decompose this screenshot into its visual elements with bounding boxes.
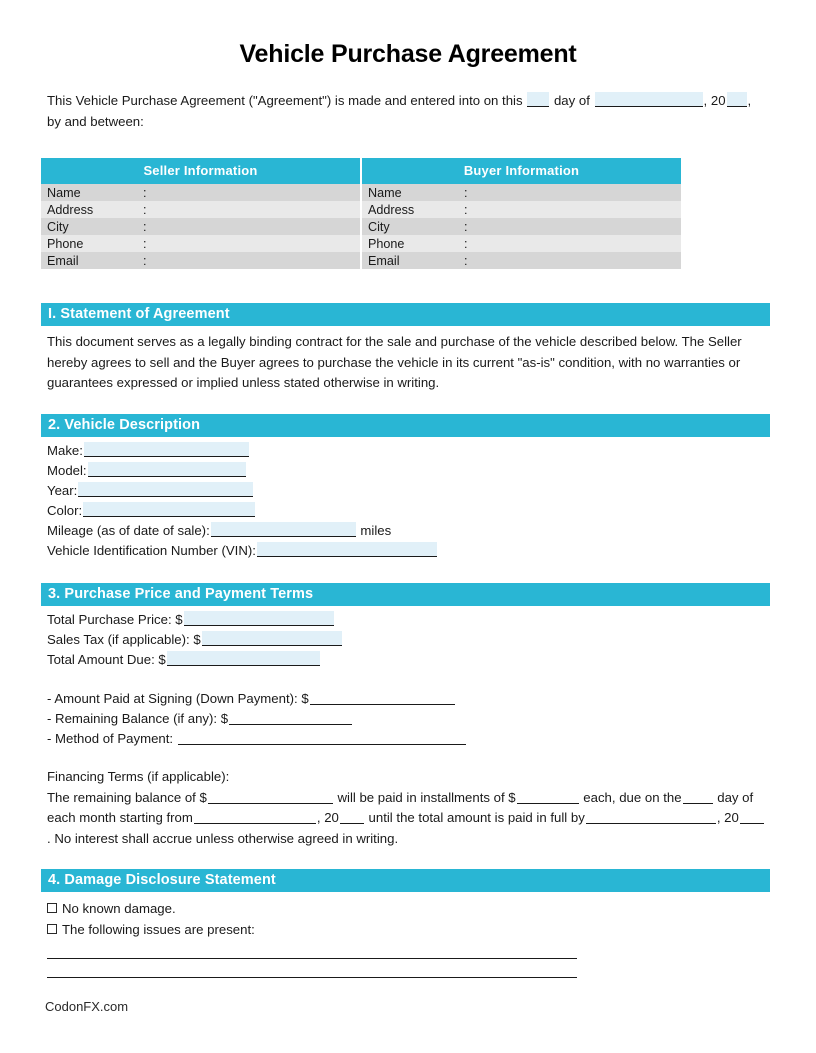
- make-input-field[interactable]: [84, 442, 249, 457]
- financing-payoff-year-input-field[interactable]: [740, 809, 764, 824]
- sales-tax-input-field[interactable]: [202, 631, 342, 646]
- seller-name-colon: :: [143, 185, 147, 200]
- table-row: [362, 201, 681, 218]
- seller-email-colon: :: [143, 253, 147, 268]
- buyer-city-colon: :: [464, 219, 468, 234]
- seller-name-label: Name: [47, 185, 81, 200]
- section-4-heading: 4. Damage Disclosure Statement: [41, 869, 770, 892]
- model-label: Model:: [47, 463, 87, 478]
- buyer-address-colon: :: [464, 202, 468, 217]
- table-row: [41, 201, 360, 218]
- total-due-input-field[interactable]: [167, 651, 320, 666]
- seller-address-colon: :: [143, 202, 147, 217]
- color-label: Color:: [47, 503, 83, 518]
- intro-text-part4: ,: [747, 93, 752, 108]
- seller-info-column: [41, 158, 360, 269]
- section-1-heading: I. Statement of Agreement: [41, 303, 770, 326]
- payment-detail-fields: [47, 689, 467, 749]
- year-field-row: [47, 481, 438, 501]
- vehicle-description-fields: [47, 441, 438, 561]
- intro-text-part5: by and between:: [47, 114, 144, 129]
- sales-tax-label: Sales Tax (if applicable): $: [47, 632, 201, 647]
- financing-text-p6: until the total amount is paid in full by: [368, 810, 585, 825]
- checkbox-icon[interactable]: [47, 924, 57, 934]
- table-row: [362, 235, 681, 252]
- table-row: [362, 184, 681, 201]
- no-damage-option-row[interactable]: [47, 898, 577, 919]
- installment-amount-input-field[interactable]: [517, 789, 579, 804]
- make-field-row: [47, 441, 438, 461]
- day-blank-field[interactable]: [527, 92, 549, 107]
- table-row: [41, 184, 360, 201]
- intro-text-part2: day of: [553, 93, 590, 108]
- damage-disclosure-options: [47, 898, 577, 978]
- seller-email-label: Email: [47, 253, 79, 268]
- buyer-city-label: City: [368, 219, 390, 234]
- buyer-info-header: Buyer Information: [362, 158, 681, 184]
- total-price-label: Total Purchase Price: $: [47, 612, 183, 627]
- financing-text-p9: . No interest shall accrue unless otherwise agreed in writing.: [47, 830, 399, 846]
- financing-text-p4: day of each month starting from: [47, 789, 754, 825]
- seller-address-label: Address: [47, 202, 94, 217]
- vin-label: Vehicle Identification Number (VIN):: [47, 543, 256, 558]
- down-payment-label: - Amount Paid at Signing (Down Payment): $: [47, 691, 309, 706]
- remaining-balance-input-field[interactable]: [229, 710, 352, 725]
- mileage-input-field[interactable]: [211, 522, 356, 537]
- financing-start-month-input-field[interactable]: [194, 809, 316, 824]
- method-of-payment-input-field[interactable]: [178, 730, 466, 745]
- financing-payoff-month-input-field[interactable]: [586, 809, 716, 824]
- installment-day-input-field[interactable]: [683, 789, 713, 804]
- section-1-body: This document serves as a legally binding contract for the sale and purchase of the vehicle described below. The Seller hereby agrees to sell and the Buyer agrees to purchase the vehicle in its current "as-is" condition, with no warranties or guarantees expressed or implied unless stated otherwise in writing.: [47, 334, 742, 390]
- total-price-row: [47, 610, 343, 630]
- color-input-field[interactable]: [83, 502, 255, 517]
- year-input-field[interactable]: [78, 482, 253, 497]
- vin-input-field[interactable]: [257, 542, 437, 557]
- financing-text-p2: will be paid in installments of $: [337, 789, 516, 805]
- intro-text-part3: , 20: [703, 93, 726, 108]
- damage-description-line-2[interactable]: [47, 977, 577, 978]
- total-due-row: [47, 650, 343, 670]
- buyer-name-colon: :: [464, 185, 468, 200]
- remaining-balance-row: [47, 709, 467, 729]
- footer-brand: CodonFX.com: [45, 999, 129, 1014]
- down-payment-input-field[interactable]: [310, 690, 455, 705]
- purchase-price-fields: [47, 610, 343, 670]
- table-row: [362, 218, 681, 235]
- section-3-heading: 3. Purchase Price and Payment Terms: [41, 583, 770, 606]
- seller-phone-label: Phone: [47, 236, 84, 251]
- year-blank-field[interactable]: [727, 92, 747, 107]
- financing-start-year-input-field[interactable]: [340, 809, 364, 824]
- buyer-name-label: Name: [368, 185, 402, 200]
- table-row: [362, 252, 681, 269]
- table-row: [41, 235, 360, 252]
- issues-present-option-label: The following issues are present:: [62, 922, 255, 937]
- sales-tax-row: [47, 630, 343, 650]
- vin-field-row: [47, 541, 438, 561]
- seller-city-colon: :: [143, 219, 147, 234]
- page-title: Vehicle Purchase Agreement: [239, 40, 577, 68]
- buyer-email-label: Email: [368, 253, 400, 268]
- total-price-input-field[interactable]: [184, 611, 334, 626]
- method-of-payment-label: - Method of Payment:: [47, 731, 174, 746]
- section-2-heading: 2. Vehicle Description: [41, 414, 770, 437]
- mileage-field-row: [47, 521, 438, 541]
- financing-text-p3: each, due on the: [583, 789, 682, 805]
- intro-paragraph: [47, 90, 765, 132]
- financing-terms-label: Financing Terms (if applicable):: [47, 769, 230, 784]
- seller-info-header: Seller Information: [41, 158, 360, 184]
- model-field-row: [47, 461, 438, 481]
- table-row: [41, 218, 360, 235]
- model-input-field[interactable]: [88, 462, 246, 477]
- color-field-row: [47, 501, 438, 521]
- year-label: Year:: [47, 483, 78, 498]
- seller-phone-colon: :: [143, 236, 147, 251]
- down-payment-row: [47, 689, 467, 709]
- buyer-email-colon: :: [464, 253, 468, 268]
- buyer-phone-label: Phone: [368, 236, 405, 251]
- month-blank-field[interactable]: [595, 92, 703, 107]
- financing-text-p8: 20: [724, 810, 739, 825]
- remaining-balance-label: - Remaining Balance (if any): $: [47, 711, 229, 726]
- seller-city-label: City: [47, 219, 69, 234]
- financing-text-p7: ,: [716, 810, 721, 825]
- buyer-address-label: Address: [368, 202, 415, 217]
- damage-description-line-1[interactable]: [47, 958, 577, 959]
- checkbox-icon[interactable]: [47, 903, 57, 913]
- issues-present-option-row[interactable]: [47, 919, 577, 940]
- total-due-label: Total Amount Due: $: [47, 652, 166, 667]
- financing-terms-block: [47, 767, 765, 849]
- make-label: Make:: [47, 443, 83, 458]
- mileage-label: Mileage (as of date of sale):: [47, 523, 210, 538]
- intro-text-part1: This Vehicle Purchase Agreement ("Agreement") is made and entered into on this: [47, 93, 523, 108]
- mileage-unit-label: miles: [360, 523, 392, 538]
- buyer-phone-colon: :: [464, 236, 468, 251]
- financing-balance-input-field[interactable]: [208, 789, 333, 804]
- financing-terms-paragraph: [47, 788, 765, 850]
- financing-text-p1: The remaining balance of $: [47, 789, 207, 805]
- parties-info-table: [41, 158, 681, 269]
- table-row: [41, 252, 360, 269]
- buyer-info-column: [362, 158, 681, 269]
- method-of-payment-row: [47, 729, 467, 749]
- financing-text-p5: , 20: [316, 810, 339, 825]
- no-damage-option-label: No known damage.: [62, 901, 176, 916]
